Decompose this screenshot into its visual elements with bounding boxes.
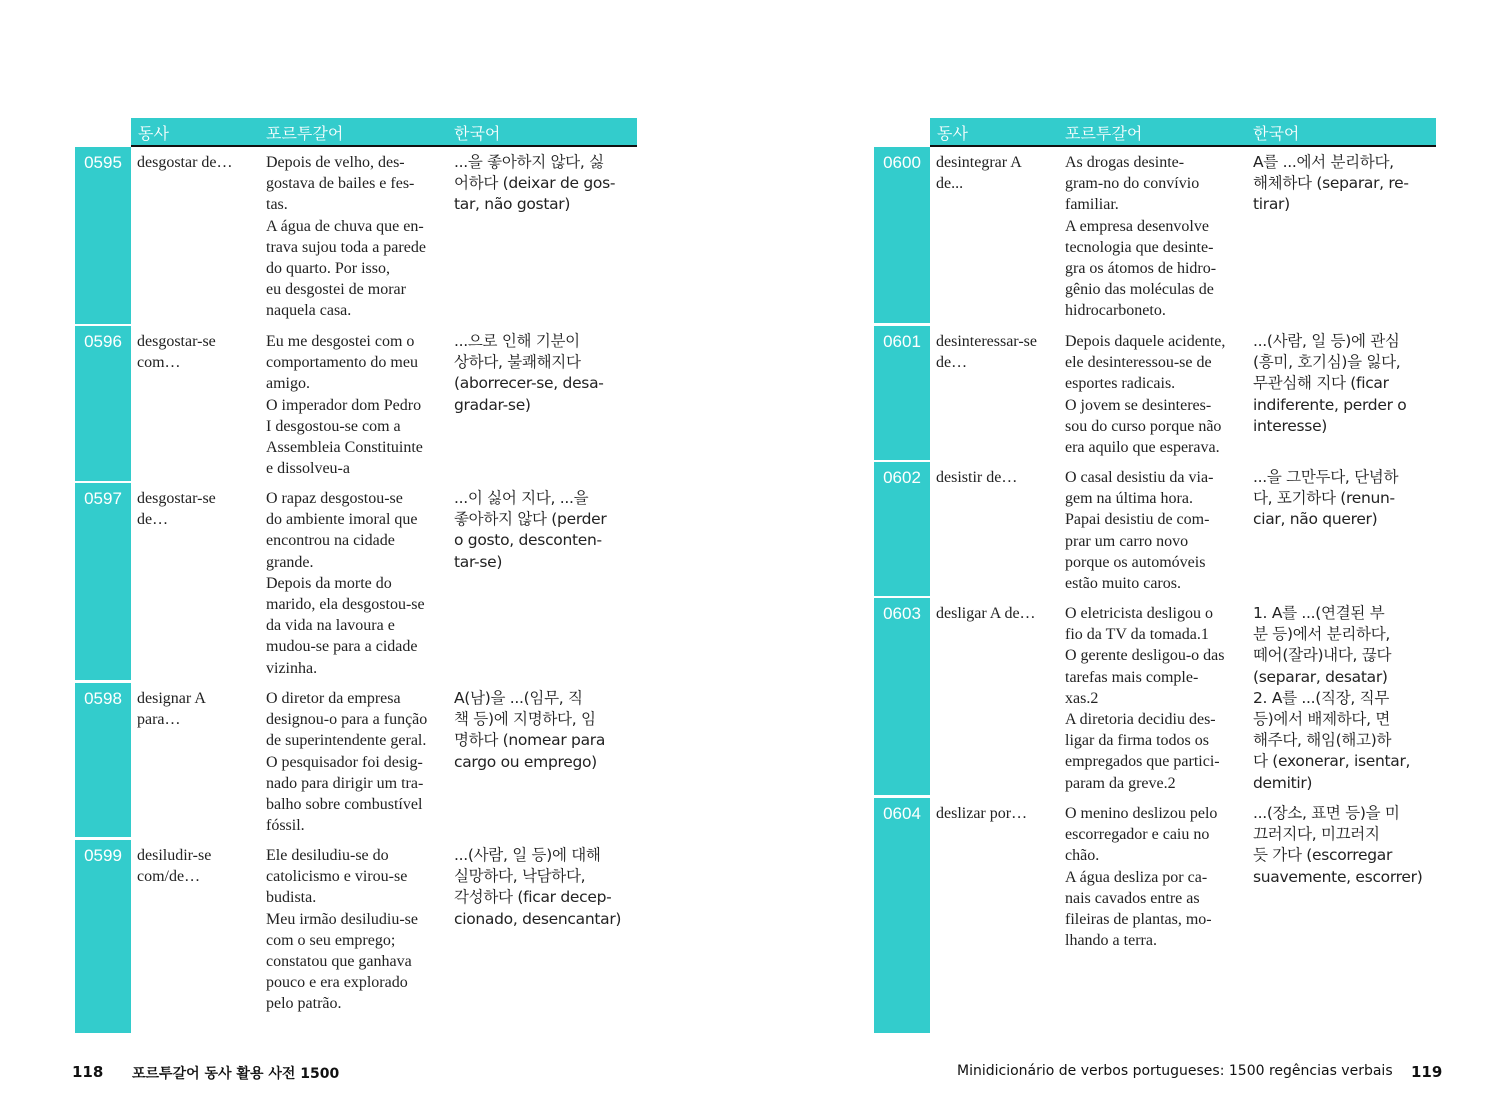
entry-korean-meaning: ...을 좋아하지 않다, 싫 어하다 (deixar de gos- tar, não gostar) (454, 153, 616, 214)
entry-number: 0602 (874, 462, 930, 596)
left-page (72, 0, 640, 1111)
header-verb: 동사 (138, 124, 169, 143)
entry-korean-meaning: 1. A를 ...(연결된 부 분 등)에서 분리하다, 떼어(잘라)내다, 끊다 (separar, desatar) 2. A를 ...(직장, 직무 등)에서 배제하다, 면 해주다, 해임(해고)하 다 (exonerar, isentar, demitir) (1253, 604, 1411, 792)
header-verb: 동사 (937, 124, 968, 143)
entry-row (75, 840, 637, 1033)
entry-row (874, 326, 1436, 460)
entry-korean-meaning: A(남)을 ...(임무, 직 책 등)에 지명하다, 임 명하다 (nomear para cargo ou emprego) (454, 689, 606, 771)
entry-verb: designar A para… (137, 690, 206, 729)
entry-portuguese-examples: O eletricista desligou o fio da TV da tomada.1 O gerente desligou-o das tarefas mais comple- xas.2 A diretoria decidiu des- ligar da firma todos os empregados que partici- param da greve.2 (1065, 605, 1225, 792)
header-korean: 한국어 (1253, 124, 1300, 143)
entry-verb: desgostar-se de… (137, 490, 216, 529)
entry-row (874, 462, 1436, 596)
entry-number: 0597 (75, 483, 131, 680)
entry-verb: desintegrar A de... (936, 154, 1022, 193)
entry-row (75, 326, 637, 481)
entry-verb: desinteressar-se de… (936, 333, 1037, 372)
entry-row (874, 598, 1436, 795)
entry-row (874, 147, 1436, 323)
entry-korean-meaning: ...(사람, 일 등)에 관심 (흥미, 호기심)을 잃다, 무관심해 지다 (ficar indiferente, perder o interesse) (1253, 332, 1407, 435)
entry-portuguese-examples: Ele desiludiu-se do catolicismo e virou-se budista. Meu irmão desiludiu-se com o seu emprego; constatou que ganhava pouco e era explorado pelo patrão. (266, 847, 418, 1013)
entry-verb: deslizar por… (936, 805, 1028, 822)
entry-korean-meaning: A를 ...에서 분리하다, 해체하다 (separar, re- tirar) (1253, 153, 1409, 214)
entry-verb: desiludir-se com/de… (137, 847, 212, 886)
entry-korean-meaning: ...(장소, 표면 등)을 미 끄러지다, 미끄러지 듯 가다 (escorregar suavemente, escorrer) (1253, 804, 1423, 886)
entry-portuguese-examples: O rapaz desgostou-se do ambiente imoral que encontrou na cidade grande. Depois da morte do marido, ela desgostou-se da vida na lavoura e mudou-se para a cidade vizinha. (266, 490, 425, 677)
entry-row (874, 798, 1436, 1033)
entry-korean-meaning: ...이 싫어 지다, ...을 좋아하지 않다 (perder o gosto, desconten- tar-se) (454, 489, 607, 571)
entry-number: 0603 (874, 598, 930, 795)
entry-korean-meaning: ...으로 인해 기분이 상하다, 불쾌해지다 (aborrecer-se, desa- gradar-se) (454, 332, 604, 414)
entry-number: 0595 (75, 147, 131, 324)
running-title: Minidicionário de verbos portugueses: 1500 regências verbais (957, 1063, 1393, 1079)
entry-verb: desgostar-se com… (137, 333, 216, 372)
entry-portuguese-examples: O diretor da empresa designou-o para a função de superintendente geral. O pesquisador foi desig- nado para dirigir um tra- balho sobre combustível fóssil. (266, 690, 428, 835)
entry-verb: desligar A de… (936, 605, 1036, 622)
entry-number: 0604 (874, 798, 930, 1033)
entry-korean-meaning: ...을 그만두다, 단념하 다, 포기하다 (renun- ciar, não querer) (1253, 468, 1399, 529)
entry-portuguese-examples: Depois daquele acidente, ele desinteressou-se de esportes radicais. O jovem se desinteres- sou do curso porque não era aquilo que esperava. (1065, 333, 1226, 457)
entry-number: 0600 (874, 147, 930, 323)
entry-row (75, 483, 637, 680)
header-portuguese: 포르투갈어 (266, 124, 344, 143)
header-portuguese: 포르투갈어 (1065, 124, 1143, 143)
entry-portuguese-examples: O casal desistiu da via- gem na última hora. Papai desistiu de com- prar um carro novo porque os automóveis estão muito caros. (1065, 469, 1214, 593)
entry-portuguese-examples: As drogas desinte- gram-no do convívio familiar. A empresa desenvolve tecnologia que desinte- gra os átomos de hidro- gênio das moléculas de hidrocarboneto. (1065, 154, 1217, 320)
page-number: 119 (1411, 1063, 1443, 1081)
entry-row (75, 683, 637, 837)
entry-verb: desistir de… (936, 469, 1018, 486)
entry-number: 0596 (75, 326, 131, 481)
entry-portuguese-examples: Depois de velho, des- gostava de bailes e fes- tas. A água de chuva que en- trava sujou toda a parede do quarto. Por isso, eu desgostei de morar naquela casa. (266, 154, 426, 320)
right-page (874, 0, 1443, 1111)
header-korean: 한국어 (454, 124, 501, 143)
running-title: 포르투갈어 동사 활용 사전 1500 (132, 1066, 340, 1082)
entry-verb: desgostar de… (137, 154, 233, 171)
page-number: 118 (72, 1063, 104, 1081)
entry-portuguese-examples: O menino deslizou pelo escorregador e caiu no chão. A água desliza por ca- nais cavados entre as fileiras de plantas, mo- lhando a terra. (1065, 805, 1218, 950)
entry-korean-meaning: ...(사람, 일 등)에 대해 실망하다, 낙담하다, 각성하다 (ficar decep- cionado, desencantar) (454, 846, 622, 928)
entry-number: 0598 (75, 683, 131, 837)
entry-number: 0599 (75, 840, 131, 1033)
table-header (131, 118, 637, 147)
entry-portuguese-examples: Eu me desgostei com o comportamento do meu amigo. O imperador dom Pedro I desgostou-se com a Assembleia Constituinte e dissolveu-a (266, 333, 423, 478)
entry-number: 0601 (874, 326, 930, 460)
table-header (930, 118, 1436, 147)
entry-row (75, 147, 637, 324)
